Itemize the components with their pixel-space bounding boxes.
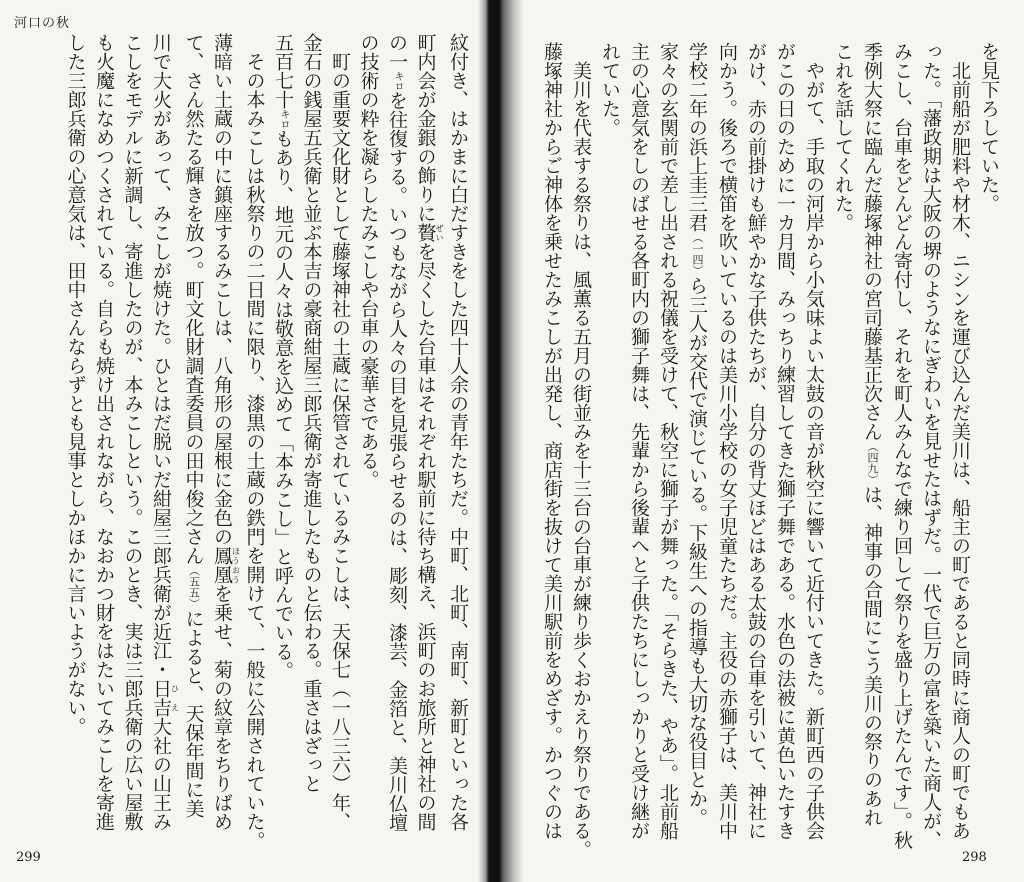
- line-text: 学校二年の浜上圭三君: [686, 42, 708, 232]
- right-line-14: れていた。: [599, 42, 621, 137]
- book-spine-shadow: [478, 0, 524, 882]
- right-line-03: った。「藩政期は大阪の堺のようなにぎわいを見せたはずだ。一代で巨万の富を築いた商人が、: [920, 42, 942, 850]
- left-line-01: 紋付き、はかまに白だすきをした四十人余の青年たちだ。中町、北町、南町、新町といった各: [447, 33, 469, 831]
- right-line-08: がこの日のために一カ月間、みっちり練習してきた獅子舞である。水色の法被に黄色いたすき: [774, 42, 796, 840]
- line-text: 季例大祭に臨んだ藤塚神社の宮司藤基正次さん: [861, 42, 883, 441]
- left-line-06: 金石の銭屋五兵衛と並ぶ本吉の豪商紺屋三郎兵衛が寄進したものと伝わる。重さはざっと: [300, 33, 323, 793]
- running-title: 河口の秋: [14, 16, 71, 31]
- ruby-base: 贅: [414, 223, 437, 242]
- left-line-07: [269, 33, 298, 863]
- age-annotation: （四九）: [866, 441, 879, 485]
- line-text: ら三人が交代で演じている。下級生への指導も大切な役目とか。: [686, 276, 708, 827]
- page-number-left: 299: [16, 850, 41, 865]
- ruby-base: 鳳凰: [211, 546, 233, 584]
- line-text: て、さん然たる輝きを放つ。町文化財調査委員の田中俊之さん: [182, 33, 205, 565]
- right-line-13: 主の心意気をしのばせる各町内の獅子舞は、先輩から後輩へと子供たちにしっかりと受け継が: [628, 42, 650, 840]
- ruby-text: ほうおう: [231, 546, 241, 584]
- line-text: の一: [386, 33, 408, 71]
- left-line-02: [411, 33, 444, 863]
- unit-annotation: キロ: [278, 109, 289, 129]
- ruby-annotation: [414, 223, 444, 242]
- right-line-16: 藤塚神社からご神体を乗せたみこしが出発し、商店街を抜けて美川駅前をめざす。かつぐのは: [541, 42, 563, 840]
- line-text: もあり、地元の人々は敬意を込めて「本みこし」と呼んでいる。: [272, 129, 294, 680]
- unit-annotation: キロ: [392, 71, 403, 91]
- line-text: を乗せ、菊の紋章をちりばめ: [211, 584, 233, 831]
- line-text: 五百七十: [272, 33, 294, 109]
- right-line-01: を見下ろしていた。: [978, 42, 1000, 213]
- ruby-annotation: [150, 679, 180, 717]
- right-line-12: 家々の玄関前で差し出される祝儀を受けて、秋空に獅子が舞った。「そらきた、やあ」。北前船: [657, 42, 679, 840]
- left-line-09: [208, 33, 241, 863]
- right-page-text: [539, 42, 1003, 872]
- line-text: 町内会が金銀の飾りに: [414, 33, 437, 223]
- right-line-11: [682, 42, 712, 872]
- left-line-13: も火魔になめつくされている。自らも焼け出されながら、なおかつ財をはたいてみこしを寄進: [93, 33, 115, 831]
- left-line-12: こしをモデルに新調し、寄進したのが、本みこしという。このとき、実は三郎兵衛の広い屋敷: [121, 33, 144, 831]
- line-text: 大社の山王み: [150, 717, 172, 831]
- right-line-02: 北前船が肥料や材木、ニシンを運び込んだ美川は、船主の町であると同時に商人の町でもあ: [949, 61, 971, 840]
- left-line-03: [383, 33, 412, 863]
- left-page-text: [64, 33, 472, 863]
- left-line-11: [147, 33, 180, 863]
- right-line-15: 美川を代表する祭りは、風薫る五月の街並みを十三台の台車が練り歩くおかえり祭りである。: [570, 61, 592, 859]
- ruby-annotation: [211, 546, 241, 584]
- line-text: を尽くした台車はそれぞれ駅前に待ち構え、浜町のお旅所と神社の間: [414, 242, 437, 831]
- left-line-14: した三郎兵衛の心意気は、田中さんならずとも見事としかほかに言いようがない。: [64, 33, 87, 736]
- right-line-05: [857, 42, 887, 872]
- right-line-10: 向かう。後ろで横笛を吹いているのは美川小学校の女子児童たちだ。主役の赤獅子は、美川中: [716, 42, 738, 840]
- age-annotation: （五五）: [187, 565, 201, 609]
- ruby-text: ぜい: [435, 223, 444, 242]
- line-text: によると、天保年間に美: [182, 609, 205, 818]
- line-text: 薄暗い土蔵の中に鎮座するみこしは、八角形の屋根に金色の: [211, 33, 233, 546]
- ruby-base: 日吉: [150, 679, 172, 717]
- right-line-09: がけ、赤の前掛けも鮮やかな子供たちが、自分の背丈ほどはある太鼓の台車を引いて、神社に: [745, 42, 767, 840]
- right-line-06: これを話してくれた。: [832, 42, 854, 232]
- right-line-04: みこし、台車をどんどん寄付し、それを町人みんなで練り回して祭りを盛り上げたんです」。秋: [891, 42, 913, 850]
- left-line-10: [179, 33, 208, 863]
- left-line-05: 町の重要文化財として藤塚神社の土蔵に保管されているみこしは、天保七（一八三六）年、: [329, 52, 351, 831]
- line-text: は、神事の合間にこう美川の祭りのあれ: [861, 485, 883, 827]
- left-line-08: その本みこしは秋祭りの二日間に限り、漆黒の土蔵の鉄門を開けて、一般に公開されていた。: [243, 52, 266, 850]
- age-annotation: （一四）: [691, 232, 704, 276]
- page-number-right: 298: [962, 850, 987, 865]
- line-text: 川で大火があって、みこしが焼けた。ひとはだ脱いだ紺屋三郎兵衛が近江・: [150, 33, 172, 679]
- left-line-04: の技術の粋を凝らしたみこしや台車の豪華さである。: [357, 33, 380, 489]
- right-line-07: やがて、手取の河岸から小気味よい太鼓の音が秋空に響いて近付いてきた。新町西の子供会: [803, 61, 825, 840]
- ruby-text: ひえ: [170, 679, 180, 717]
- line-text: を往復する。いつもながら人々の目を見張らせるのは、彫刻、漆芸、金箔と、美川仏壇: [386, 91, 408, 832]
